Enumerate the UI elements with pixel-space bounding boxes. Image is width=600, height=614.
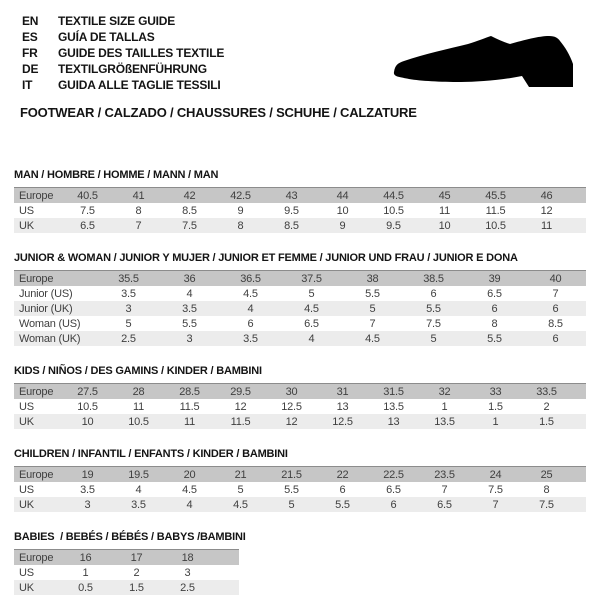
size-cell: 4.5 [182,483,197,496]
table-row [14,399,586,414]
size-cell: 17 [111,550,162,566]
row-label-cell: US [19,400,34,413]
size-cell: 8.5 [548,317,563,330]
size-cell: 29.5 [215,384,266,400]
size-cell: 3.5 [113,497,164,512]
size-cell: 3 [184,566,191,579]
size-cell: 3 [159,331,220,346]
size-cell: 6 [525,331,586,346]
size-cell: 31 [317,384,368,400]
language-title: GUIDA ALLE TAGLIE TESSILI [58,78,221,92]
spacer-cell [572,482,586,497]
size-cell: 8 [491,317,498,330]
language-code: DE [22,62,39,76]
size-cell: 5.5 [182,317,197,330]
size-cell: 10.5 [113,414,164,429]
language-row [22,45,224,61]
size-cell: 9 [317,218,368,233]
size-cell: 5 [237,483,244,496]
size-cell: 4 [186,287,193,300]
size-cell: 16 [60,550,111,566]
size-cell: 44.5 [368,188,419,204]
category-heading: FOOTWEAR / CALZADO / CHAUSSURES / SCHUHE / CALZATURE [20,105,417,120]
language-code: EN [22,14,39,28]
size-cell: 33 [470,384,521,400]
size-cell: 13.5 [383,400,404,413]
size-cell: 43 [266,188,317,204]
size-cell: 7 [369,317,376,330]
size-cell: 13 [368,414,419,429]
size-cell: 10 [336,204,349,217]
size-cell: 6 [247,317,254,330]
size-cell: 12.5 [317,414,368,429]
size-cell: 8 [543,483,550,496]
language-row [22,77,224,93]
size-cell: 7 [441,483,448,496]
size-cell: 5.5 [464,331,525,346]
spacer-cell [213,550,239,566]
table-row [14,188,586,204]
spacer-cell [572,188,586,204]
size-cell: 4 [135,483,142,496]
size-cell: 3.5 [121,287,136,300]
row-label-cell: US [19,483,34,496]
size-cell: 6 [430,287,437,300]
size-cell: 5.5 [403,301,464,316]
size-cell: 27.5 [62,384,113,400]
size-cell: 10.5 [77,400,98,413]
table-row [14,301,586,316]
table-row [14,203,586,218]
size-cell: 21 [215,467,266,483]
table-row [14,467,586,483]
size-cell: 6 [368,497,419,512]
row-label-cell: Europe [14,550,60,566]
size-cell: 45 [419,188,470,204]
spacer-cell [572,414,586,429]
size-cell: 3 [62,497,113,512]
size-cell: 46 [521,188,572,204]
row-label-cell: UK [14,218,62,233]
size-cell: 10.5 [470,218,521,233]
row-label-cell: Woman (US) [19,317,81,330]
spacer-cell [213,580,239,595]
row-label-cell: UK [14,414,62,429]
size-cell: 1.5 [488,400,503,413]
size-table [14,466,586,512]
size-cell: 7 [113,218,164,233]
language-code: ES [22,30,38,44]
size-cell: 4.5 [243,287,258,300]
size-cell: 5 [342,301,403,316]
size-cell: 6.5 [62,218,113,233]
size-cell: 4.5 [281,301,342,316]
size-cell: 3 [98,301,159,316]
size-cell: 6 [464,301,525,316]
size-cell: 36 [159,271,220,287]
size-table-section-babies [14,531,586,595]
size-cell: 1.5 [521,414,572,429]
size-cell: 22 [317,467,368,483]
size-cell: 35.5 [98,271,159,287]
size-cell: 10 [62,414,113,429]
spacer-cell [572,467,586,483]
size-cell: 4.5 [215,497,266,512]
size-cell: 20 [164,467,215,483]
size-cell: 4 [164,497,215,512]
row-label-cell: Junior (US) [19,287,73,300]
size-cell: 3.5 [159,301,220,316]
size-cell: 36.5 [220,271,281,287]
row-label-cell: US [19,566,34,579]
size-cell: 6.5 [386,483,401,496]
size-cell: 11.5 [485,204,506,217]
size-table-section-kids [14,365,586,429]
size-cell: 2 [543,400,550,413]
size-cell: 5 [125,317,132,330]
size-cell: 9 [237,204,244,217]
row-label-cell: Europe [14,188,62,204]
size-cell: 10 [419,218,470,233]
size-table [14,549,239,595]
size-cell: 2.5 [162,580,213,595]
size-cell: 28.5 [164,384,215,400]
size-cell: 2 [133,566,140,579]
size-cell: 4 [281,331,342,346]
size-cell: 4.5 [342,331,403,346]
size-cell: 44 [317,188,368,204]
row-label-cell: UK [14,580,60,595]
table-title: BABIES / BEBÉS / BÉBÉS / BABYS /BAMBINI [14,531,246,543]
size-cell: 45.5 [470,188,521,204]
row-label-cell: Europe [14,467,62,483]
size-cell: 1 [441,400,448,413]
row-label-cell: Junior (UK) [14,301,98,316]
spacer-cell [572,497,586,512]
table-title: KIDS / NIÑOS / DES GAMINS / KINDER / BAMBINI [14,365,262,377]
size-table-section-man [14,169,586,233]
size-tables [14,169,586,614]
table-row [14,271,586,287]
size-cell: 8.5 [266,218,317,233]
size-cell: 7.5 [164,218,215,233]
size-cell: 6.5 [304,317,319,330]
size-cell: 19 [62,467,113,483]
size-cell: 11.5 [215,414,266,429]
language-title: TEXTILE SIZE GUIDE [58,14,176,28]
size-cell: 39 [464,271,525,287]
size-cell: 6.5 [419,497,470,512]
shoe-icon [392,26,578,98]
size-cell: 22.5 [368,467,419,483]
size-cell: 41 [113,188,164,204]
size-cell: 30 [266,384,317,400]
size-cell: 21.5 [266,467,317,483]
size-cell: 5.5 [365,287,380,300]
size-cell: 9.5 [284,204,299,217]
size-cell: 11 [132,400,145,413]
size-cell: 18 [162,550,213,566]
size-cell: 8 [215,218,266,233]
size-cell: 32 [419,384,470,400]
size-cell: 4 [220,301,281,316]
language-code: FR [22,46,38,60]
size-cell: 6 [339,483,346,496]
size-cell: 40 [525,271,586,287]
size-cell: 6 [525,301,586,316]
size-cell: 9.5 [368,218,419,233]
size-cell: 11 [164,414,215,429]
table-title: JUNIOR & WOMAN / JUNIOR Y MUJER / JUNIOR ET FEMME / JUNIOR UND FRAU / JUNIOR E DONA [14,252,518,264]
size-cell: 1 [82,566,89,579]
language-row [22,29,224,45]
row-label-cell: UK [14,497,62,512]
size-cell: 6.5 [487,287,502,300]
table-row [14,550,239,566]
size-cell: 5.5 [284,483,299,496]
size-cell: 5.5 [317,497,368,512]
size-table-section-children [14,448,586,512]
table-row [14,316,586,331]
language-title-block [22,13,224,93]
size-cell: 5 [308,287,315,300]
language-title: TEXTILGRÖßENFÜHRUNG [58,62,207,76]
size-cell: 5 [403,331,464,346]
size-table [14,187,586,233]
table-title: MAN / HOMBRE / HOMME / MANN / MAN [14,169,219,181]
size-cell: 1 [470,414,521,429]
size-cell: 19.5 [113,467,164,483]
spacer-cell [572,203,586,218]
table-row [14,565,239,580]
size-cell: 3.5 [80,483,95,496]
size-cell: 7.5 [521,497,572,512]
language-title: GUÍA DE TALLAS [58,30,155,44]
table-title: CHILDREN / INFANTIL / ENFANTS / KINDER / BAMBINI [14,448,288,460]
size-table [14,270,586,346]
size-cell: 2.5 [98,331,159,346]
spacer-cell [572,384,586,400]
size-cell: 11.5 [179,400,200,413]
size-cell: 23.5 [419,467,470,483]
size-cell: 38 [342,271,403,287]
table-row [14,482,586,497]
size-cell: 8.5 [182,204,197,217]
row-label-cell: Europe [14,384,62,400]
size-cell: 1.5 [111,580,162,595]
size-cell: 25 [521,467,572,483]
row-label-cell: Europe [14,271,98,287]
spacer-cell [213,565,239,580]
size-cell: 31.5 [368,384,419,400]
size-cell: 37.5 [281,271,342,287]
size-cell: 42.5 [215,188,266,204]
size-cell: 7.5 [426,317,441,330]
table-row [14,286,586,301]
size-cell: 12 [266,414,317,429]
size-table-section-junior-woman [14,252,586,346]
size-cell: 12 [234,400,247,413]
table-row [14,580,239,595]
size-cell: 10.5 [383,204,404,217]
table-row [14,384,586,400]
size-cell: 33.5 [521,384,572,400]
size-cell: 8 [135,204,142,217]
language-title: GUIDE DES TAILLES TEXTILE [58,46,225,60]
size-cell: 40.5 [62,188,113,204]
size-cell: 7.5 [488,483,503,496]
size-cell: 42 [164,188,215,204]
size-cell: 7 [470,497,521,512]
size-cell: 0.5 [60,580,111,595]
size-table [14,383,586,429]
table-row [14,414,586,429]
size-cell: 38.5 [403,271,464,287]
size-cell: 7 [552,287,559,300]
spacer-cell [572,399,586,414]
size-cell: 11 [521,218,572,233]
size-cell: 7.5 [80,204,95,217]
size-cell: 11 [438,204,451,217]
row-label-cell: US [19,204,34,217]
row-label-cell: Woman (UK) [14,331,98,346]
size-cell: 24 [470,467,521,483]
size-cell: 12 [540,204,553,217]
language-code: IT [22,78,33,92]
size-cell: 28 [113,384,164,400]
language-row [22,61,224,77]
size-cell: 3.5 [220,331,281,346]
table-row [14,497,586,512]
size-cell: 5 [266,497,317,512]
language-row [22,13,224,29]
spacer-cell [572,218,586,233]
table-row [14,218,586,233]
size-cell: 13 [336,400,349,413]
size-cell: 13.5 [419,414,470,429]
size-cell: 12.5 [281,400,302,413]
table-row [14,331,586,346]
